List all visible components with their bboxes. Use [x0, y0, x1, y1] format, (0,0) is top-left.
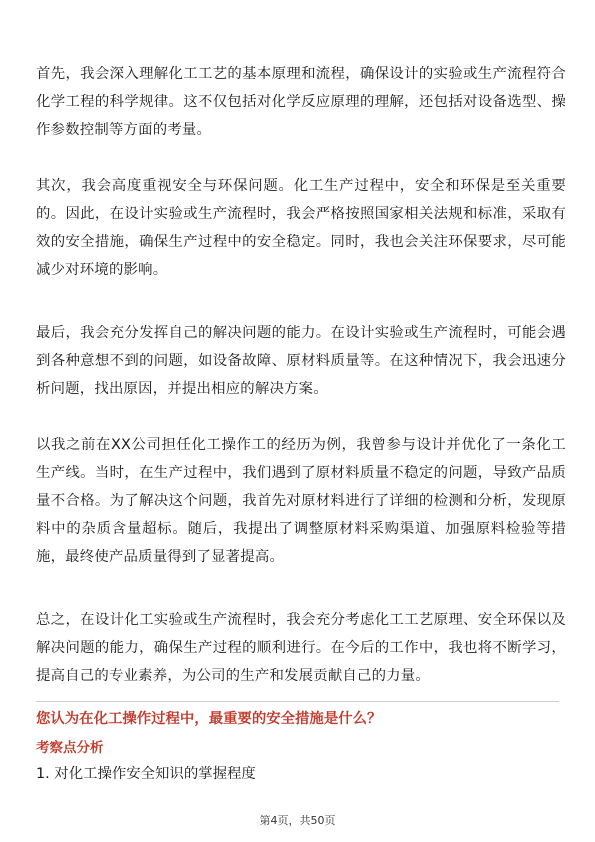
page-footer: 第4页，共50页: [259, 814, 336, 827]
paragraph-1: 首先，我会深入理解化工工艺的基本原理和流程，确保设计的实验或生产流程符合化学工程的科学规律。这不仅包括对化学反应原理的理解，还包括对设备选型、操作参数控制等方面的考量。: [36, 66, 566, 138]
paragraph-4: 以我之前在XX公司担任化工操作工的经历为例，我曾参与设计并优化了一条化工生产线。当时，在生产过程中，我们遇到了原材料质量不稳定的问题，导致产品质量不合格。为了解决这个问题，我首先对原材料进行了详细的检测和分析，发现原料中的杂质含量超标。随后，我提出了调整原材料采购渠道、加强原料检验等措施，最终使产品质量得到了显著提高。: [36, 437, 566, 565]
section-title: 考察点分析: [36, 740, 104, 756]
list-item: 1. 对化工操作安全知识的掌握程度: [36, 766, 256, 782]
section-divider: [36, 701, 559, 702]
paragraph-2: 其次，我会高度重视安全与环保问题。化工生产过程中，安全和环保是至关重要的。因此，在设计实验或生产流程时，我会严格按照国家相关法规和标准，采取有效的安全措施，确保生产过程中的安全稳定。同时，我也会关注环保要求，尽可能减少对环境的影响。: [36, 178, 566, 278]
paragraph-5: 总之，在设计化工实验或生产流程时，我会充分考虑化工工艺原理、安全环保以及解决问题的能力，确保生产过程的顺利进行。在今后的工作中，我也将不断学习，提高自己的专业素养，为公司的生产和发展贡献自己的力量。: [36, 612, 566, 684]
interview-question: 您认为在化工操作过程中，最重要的安全措施是什么？: [36, 711, 382, 727]
paragraph-3: 最后，我会充分发挥自己的解决问题的能力。在设计实验或生产流程时，可能会遇到各种意想不到的问题，如设备故障、原材料质量等。在这种情况下，我会迅速分析问题，找出原因，并提出相应的解决方案。: [36, 325, 566, 397]
